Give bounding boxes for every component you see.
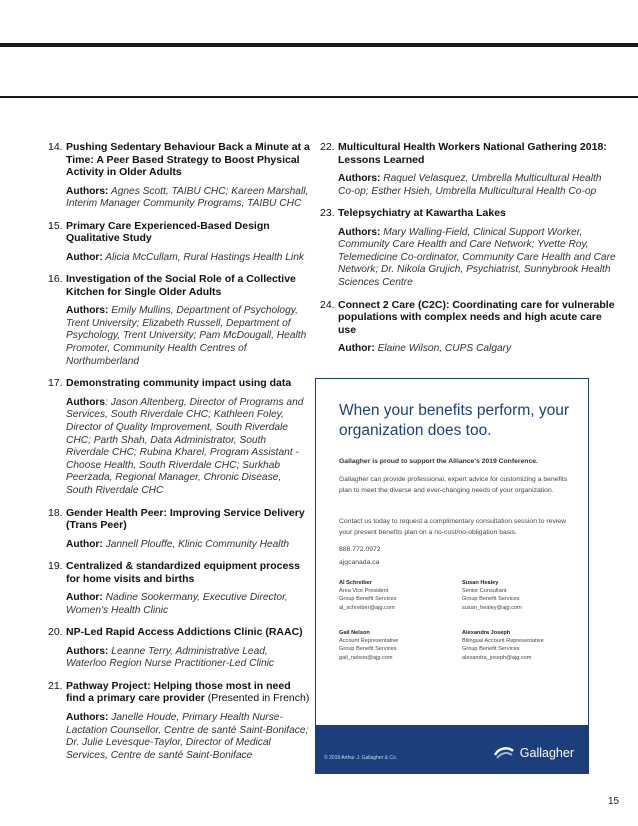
list-item bbox=[48, 141, 310, 211]
contact-card bbox=[462, 629, 582, 662]
brand-wordmark: Gallagher bbox=[519, 746, 574, 760]
contact-name: Susan Healey bbox=[462, 580, 499, 586]
item-authors: Author: Nadine Sookermany, Executive Director, Women's Health Clinic bbox=[66, 592, 288, 616]
item-authors: Authors: Emily Mullins, Department of Psychology, Trent University; Elizabeth Russell, Department of Psychology, Trent University; Pam McDougall, Health Promoter, Community Health Centres of Northumberland bbox=[66, 305, 307, 367]
item-title: NP-Led Rapid Access Addictions Clinic (RAAC) bbox=[66, 626, 303, 639]
item-authors: Authors: Janelle Houde, Primary Health Nurse-Lactation Counsellor, Centre de santé Saint-Boniface; Dr. Julie Levesque-Taylor, Director of Medical Services, Centre de santé Saint-Boniface bbox=[66, 711, 309, 761]
item-title: Telepsychiatry at Kawartha Lakes bbox=[338, 207, 506, 220]
contact-email[interactable]: alexandra_joseph@ajg.com bbox=[462, 654, 532, 661]
contact-dept: Group Benefit Services bbox=[339, 596, 397, 603]
gallagher-swirl-icon bbox=[493, 745, 515, 761]
contact-dept: Group Benefit Services bbox=[462, 596, 520, 603]
contact-card bbox=[462, 579, 582, 612]
contact-email[interactable]: susan_healey@ajg.com bbox=[462, 604, 522, 611]
top-rule bbox=[0, 43, 638, 47]
list-item bbox=[48, 680, 310, 762]
item-authors: Authors: Raquel Velasquez, Umbrella Multicultural Health Co-op; Esther Hsieh, Umbrella Multicultural Health Co-op bbox=[338, 173, 602, 197]
ad-footer-band bbox=[316, 725, 588, 773]
item-number: 23. bbox=[320, 207, 335, 220]
contact-title: Area Vice President bbox=[339, 588, 389, 595]
list-item bbox=[48, 273, 310, 368]
list-item bbox=[320, 207, 616, 289]
item-authors: Authors: Mary Walling-Field, Clinical Support Worker, Community Care Health and Care Network; Yvette Roy, Telemedicine Co-ordinator, Community Care Health and Care Network; Dr. Nikola Grujich, Psychiatrist, Sunnybrook Health Sciences Centre bbox=[338, 226, 616, 289]
gallagher-advertisement bbox=[315, 378, 589, 774]
right-column bbox=[320, 141, 616, 365]
contact-card bbox=[339, 579, 459, 612]
list-item bbox=[320, 299, 616, 356]
item-number: 18. bbox=[48, 506, 63, 519]
contact-email[interactable]: gail_nelson@ajg.com bbox=[339, 654, 393, 661]
contact-email[interactable]: al_schreiber@ajg.com bbox=[339, 604, 395, 611]
list-item bbox=[48, 560, 310, 617]
item-number: 24. bbox=[320, 298, 335, 311]
list-item bbox=[48, 220, 310, 265]
ad-phone: 888.772.0972 bbox=[339, 546, 381, 553]
item-title: Pathway Project: Helping those most in need find a primary care provider (Presented in French) bbox=[66, 679, 310, 705]
item-number: 20. bbox=[48, 626, 63, 639]
item-authors: Authors: Agnes Scott, TAIBU CHC; Kareen Marshall, Interim Manager Community Programs, TAIBU CHC bbox=[66, 185, 309, 210]
item-number: 14. bbox=[48, 141, 63, 153]
contact-dept: Group Benefit Services bbox=[339, 646, 397, 653]
item-number: 22. bbox=[320, 141, 335, 153]
list-item bbox=[48, 626, 310, 671]
item-title: Connect 2 Care (C2C): Coordinating care for vulnerable populations with complex needs and high acute care use bbox=[338, 298, 615, 336]
left-column bbox=[48, 141, 310, 771]
item-title: Multicultural Health Workers National Gathering 2018: Lessons Learned bbox=[338, 141, 607, 166]
gallagher-logo bbox=[493, 745, 574, 761]
contact-name: Al Schreiber bbox=[339, 580, 372, 586]
item-authors: Author: Elaine Wilson, CUPS Calgary bbox=[338, 343, 512, 355]
list-item bbox=[48, 507, 310, 552]
contact-dept: Group Benefit Services bbox=[462, 646, 520, 653]
item-title: Demonstrating community impact using data bbox=[66, 377, 292, 390]
ad-lead: Gallagher is proud to support the Alliance's 2019 Conference. bbox=[339, 458, 538, 465]
list-item bbox=[320, 141, 616, 198]
item-note: (Presented in French) bbox=[204, 692, 310, 705]
page-number: 15 bbox=[608, 796, 620, 807]
list-item bbox=[48, 377, 310, 497]
item-number: 17. bbox=[48, 377, 63, 390]
ad-paragraph: Contact us today to request a complimentary consultation session to review your present benefits plan on a no-cost/no-obligation basis. bbox=[339, 518, 567, 536]
contact-title: Bilingual Account Representative bbox=[462, 638, 544, 645]
item-authors: Author: Alicia McCullam, Rural Hastings Health Link bbox=[66, 251, 304, 263]
item-number: 16. bbox=[48, 273, 63, 286]
contact-card bbox=[339, 629, 459, 662]
contact-title: Account Representative bbox=[339, 638, 399, 645]
section-rule bbox=[0, 96, 638, 98]
item-number: 21. bbox=[48, 679, 63, 692]
item-number: 15. bbox=[48, 219, 63, 232]
item-authors: Authors: Jason Altenberg, Director of Programs and Services, South Riverdale CHC; Kathleen Foley, Director of Quality Improvement, South Riverdale CHC; Parth Shah, Data Administrator, South Riverdale CHC; Rubina Kharel, Program Assistant - Choose Health, South Riverdale CHC; Surkhab Peerzada, Regional Manager, Chronic Disease, South Riverdale CHC bbox=[66, 396, 304, 496]
item-number: 19. bbox=[48, 560, 63, 573]
item-title: Centralized & standardized equipment process for home visits and births bbox=[66, 560, 300, 585]
item-title: Primary Care Experienced-Based Design Qualitative Study bbox=[66, 219, 270, 245]
ad-headline: When your benefits perform, your organization does too. bbox=[339, 402, 570, 439]
item-authors: Authors: Leanne Terry, Administrative Lead, Waterloo Region Nurse Practitioner-Led Clinic bbox=[66, 645, 274, 670]
ad-copyright: © 2019 Arthur J. Gallagher & Co. bbox=[324, 755, 398, 761]
item-title: Investigation of the Social Role of a Collective Kitchen for Single Older Adults bbox=[66, 273, 296, 298]
contact-title: Senior Consultant bbox=[462, 588, 507, 595]
item-title: Pushing Sedentary Behaviour Back a Minute at a Time: A Peer Based Strategy to Boost Physical Activity in Older Adults bbox=[66, 141, 310, 178]
ad-paragraph: Gallagher can provide professional, expert advice for customizing a benefits plan to meet the diverse and ever-changing needs of your organization. bbox=[339, 476, 568, 494]
ad-website[interactable]: ajgcanada.ca bbox=[339, 559, 380, 566]
item-title: Gender Health Peer: Improving Service Delivery (Trans Peer) bbox=[66, 506, 305, 531]
contact-name: Alexandra Joseph bbox=[462, 630, 511, 636]
contact-name: Gail Nelson bbox=[339, 630, 370, 636]
item-authors: Author: Jannell Plouffe, Klinic Community Health bbox=[66, 538, 290, 550]
